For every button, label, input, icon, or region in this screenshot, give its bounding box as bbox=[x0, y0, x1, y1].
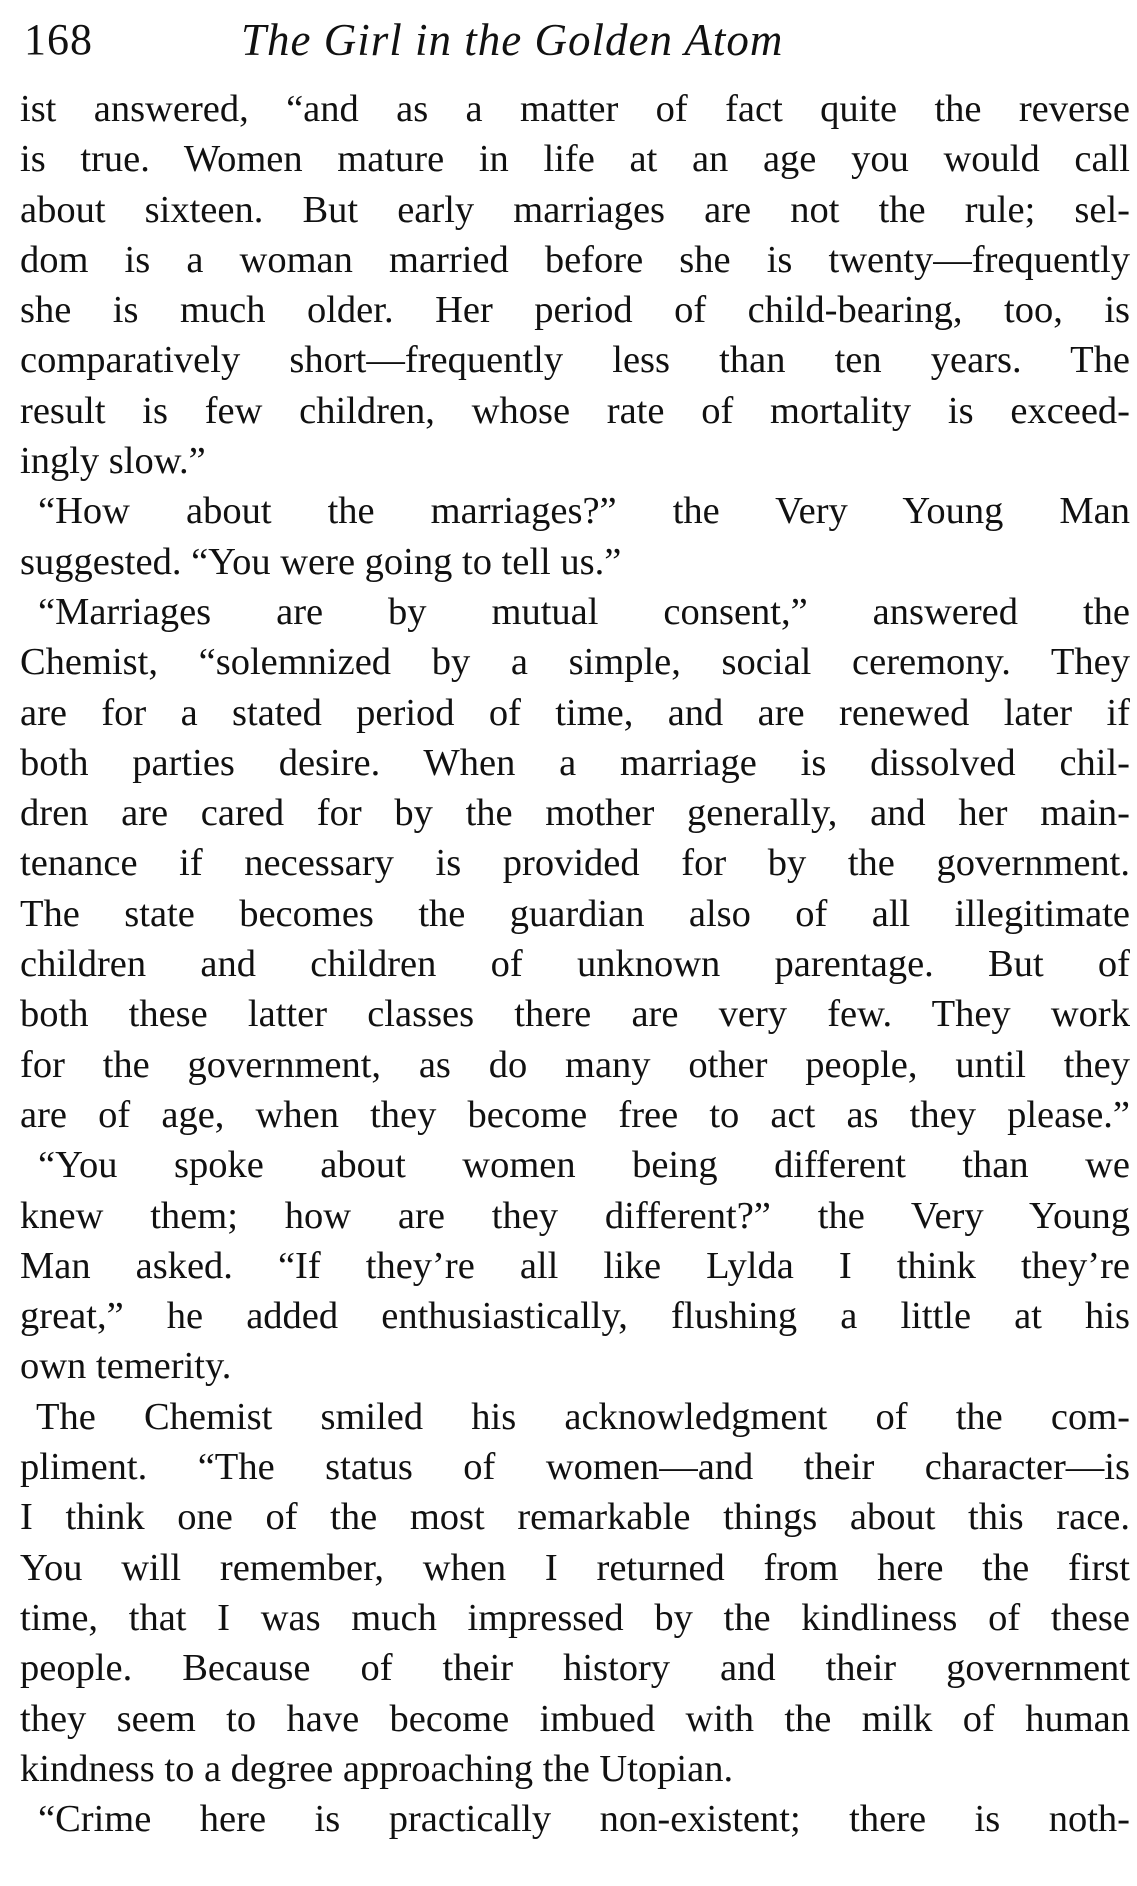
text-line: both parties desire. When a marriage is dissolved chil- bbox=[20, 741, 1130, 784]
text-line: people. Because of their history and their government bbox=[20, 1647, 1130, 1690]
text-line: children and children of unknown parentage. But of bbox=[20, 943, 1130, 986]
text-line: are for a stated period of time, and are renewed later if bbox=[20, 691, 1130, 734]
text-line: knew them; how are they different?” the Very Young bbox=[20, 1194, 1130, 1237]
text-line: “Marriages are by mutual consent,” answered the bbox=[38, 590, 1130, 633]
text-line: dom is a woman married before she is twenty—frequently bbox=[20, 238, 1130, 281]
text-line: result is few children, whose rate of mortality is exceed- bbox=[20, 389, 1130, 432]
running-title: The Girl in the Golden Atom bbox=[241, 15, 784, 65]
text-line: kindness to a degree approaching the Utopian. bbox=[20, 1747, 734, 1790]
text-line: “Crime here is practically non-existent; there is noth- bbox=[38, 1798, 1130, 1841]
text-line: “You spoke about women being different than we bbox=[38, 1144, 1130, 1187]
text-line: great,” he added enthusiastically, flushing a little at his bbox=[20, 1295, 1130, 1338]
text-line: dren are cared for by the mother generally, and her main- bbox=[20, 792, 1130, 835]
text-line: Chemist, “solemnized by a simple, social ceremony. They bbox=[20, 641, 1130, 684]
text-line: pliment. “The status of women—and their character—is bbox=[20, 1446, 1130, 1489]
text-line: comparatively short—frequently less than ten years. The bbox=[20, 339, 1130, 382]
text-line: time, that I was much impressed by the kindliness of these bbox=[20, 1596, 1130, 1639]
text-line: Man asked. “If they’re all like Lylda I think they’re bbox=[20, 1244, 1130, 1287]
text-line: The state becomes the guardian also of all illegitimate bbox=[20, 892, 1130, 935]
text-line: is true. Women mature in life at an age you would call bbox=[20, 138, 1130, 181]
text-line: own temerity. bbox=[20, 1345, 232, 1388]
text-line: ist answered, “and as a matter of fact quite the reverse bbox=[20, 88, 1130, 130]
text-line: ingly slow.” bbox=[20, 440, 206, 483]
text-line: she is much older. Her period of child-bearing, too, is bbox=[20, 289, 1130, 332]
book-page bbox=[20, 14, 1130, 1844]
text-line: suggested. “You were going to tell us.” bbox=[20, 540, 622, 583]
text-line: about sixteen. But early marriages are not the rule; sel- bbox=[20, 188, 1130, 231]
text-line: “How about the marriages?” the Very Young Man bbox=[38, 490, 1130, 533]
text-line: tenance if necessary is provided for by the government. bbox=[20, 842, 1130, 885]
text-line: both these latter classes there are very few. They work bbox=[20, 993, 1130, 1036]
page-header bbox=[20, 14, 1130, 76]
text-line: The Chemist smiled his acknowledgment of the com- bbox=[36, 1395, 1130, 1438]
text-line: for the government, as do many other people, until they bbox=[20, 1043, 1130, 1086]
text-line: they seem to have become imbued with the milk of human bbox=[20, 1697, 1130, 1740]
text-line: I think one of the most remarkable things about this race. bbox=[20, 1496, 1130, 1539]
text-line: You will remember, when I returned from here the first bbox=[20, 1546, 1130, 1589]
page-number: 168 bbox=[24, 15, 93, 64]
body-text bbox=[20, 84, 1130, 1844]
text-line: are of age, when they become free to act as they please.” bbox=[20, 1093, 1130, 1136]
